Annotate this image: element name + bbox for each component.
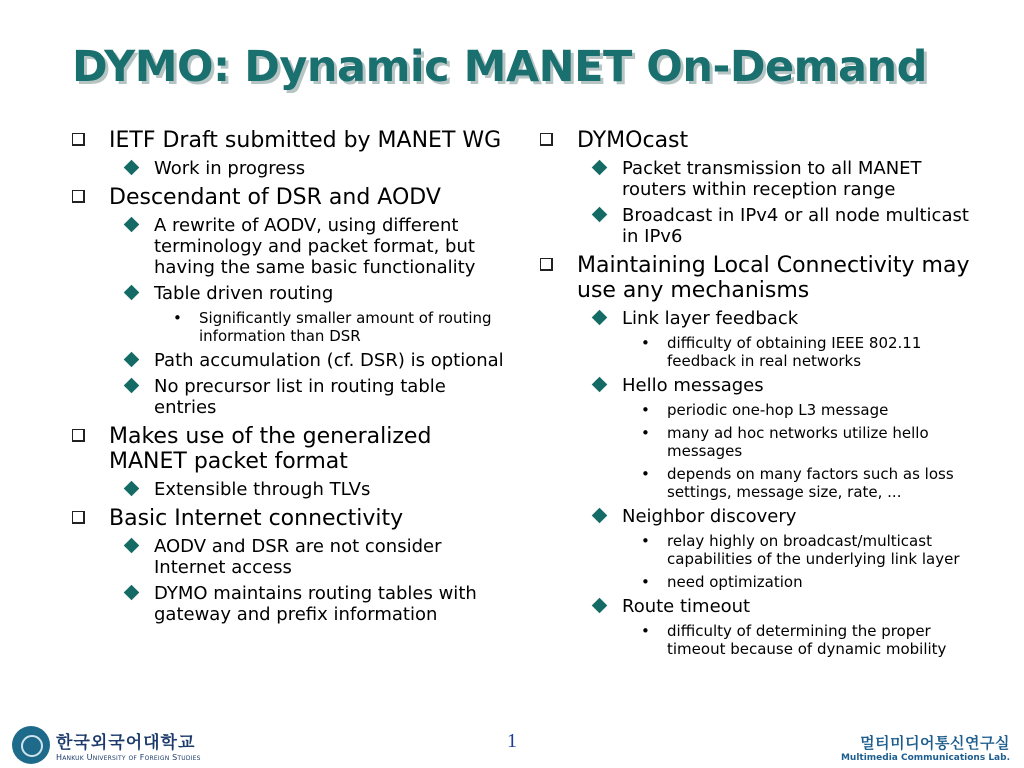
lab-name-korean: 멀티미디어통신연구실: [860, 734, 1010, 752]
bullet-text: No precursor list in routing table entries: [154, 376, 446, 418]
bullet-item-level-2: [540, 596, 980, 617]
bullet-text: DYMOcast: [577, 128, 689, 153]
bullet-text: Link layer feedback: [622, 308, 799, 329]
bullet-item-level-1: [540, 253, 980, 303]
bullet-item-level-2: [540, 375, 980, 396]
bullet-text: Packet transmission to all MANET routers within reception range: [622, 158, 922, 200]
diamond-bullet-icon: [592, 508, 608, 524]
diamond-bullet-icon: [592, 598, 608, 614]
bullet-text: Makes use of the generalized MANET packet format: [109, 424, 432, 474]
diamond-bullet-icon: [124, 160, 140, 176]
university-seal-icon: [12, 726, 50, 764]
bullet-item-level-3: [540, 401, 980, 419]
hollow-square-bullet-icon: [72, 511, 85, 524]
bullet-item-level-3: [540, 622, 980, 658]
bullet-text: Broadcast in IPv4 or all node multicast in IPv6: [622, 205, 969, 247]
dot-bullet-icon: •: [641, 573, 650, 591]
bullet-text: Neighbor discovery: [622, 506, 797, 527]
diamond-bullet-icon: [124, 217, 140, 233]
bullet-item-level-3: [540, 573, 980, 591]
bullet-text: IETF Draft submitted by MANET WG: [109, 128, 502, 153]
diamond-bullet-icon: [592, 207, 608, 223]
bullet-text: need optimization: [667, 573, 803, 591]
bullet-text: Work in progress: [154, 158, 306, 179]
university-name-english: Hankuk University of Foreign Studies: [56, 753, 201, 762]
dot-bullet-icon: •: [641, 465, 650, 483]
bullet-text: depends on many factors such as loss settings, message size, rate, ...: [667, 465, 954, 501]
right-column: [540, 128, 980, 658]
bullet-text: Maintaining Local Connectivity may use any mechanisms: [577, 253, 970, 303]
hollow-square-bullet-icon: [72, 429, 85, 442]
dot-bullet-icon: •: [641, 622, 650, 640]
bullet-item-level-2: [540, 158, 980, 200]
university-name-korean: 한국외국어대학교: [56, 733, 196, 753]
bullet-item-level-2: [72, 479, 512, 500]
bullet-item-level-3: [540, 334, 980, 370]
diamond-bullet-icon: [124, 585, 140, 601]
bullet-item-level-2: [72, 158, 512, 179]
diamond-bullet-icon: [124, 352, 140, 368]
bullet-item-level-3: [72, 309, 512, 345]
bullet-text: A rewrite of AODV, using different terminology and packet format, but having the same basic functionality: [154, 215, 476, 278]
diamond-bullet-icon: [124, 481, 140, 497]
bullet-item-level-2: [72, 215, 512, 278]
bullet-text: DYMO maintains routing tables with gateway and prefix information: [154, 583, 477, 625]
bullet-text: difficulty of determining the proper timeout because of dynamic mobility: [667, 622, 947, 658]
bullet-item-level-1: [72, 185, 512, 210]
hollow-square-bullet-icon: [540, 133, 553, 146]
diamond-bullet-icon: [124, 285, 140, 301]
dot-bullet-icon: •: [641, 532, 650, 550]
bullet-item-level-1: [72, 506, 512, 531]
bullet-text: Descendant of DSR and AODV: [109, 185, 441, 210]
bullet-item-level-3: [540, 532, 980, 568]
bullet-item-level-2: [540, 506, 980, 527]
bullet-item-level-2: [540, 308, 980, 329]
diamond-bullet-icon: [124, 538, 140, 554]
dot-bullet-icon: •: [641, 334, 650, 352]
bullet-text: AODV and DSR are not consider Internet access: [154, 536, 442, 578]
bullet-text: Path accumulation (cf. DSR) is optional: [154, 350, 504, 371]
dot-bullet-icon: •: [173, 309, 182, 327]
university-logo: [12, 726, 201, 764]
diamond-bullet-icon: [592, 377, 608, 393]
page-number: 1: [507, 730, 517, 752]
bullet-item-level-3: [540, 465, 980, 501]
left-column: [72, 128, 512, 625]
bullet-text: difficulty of obtaining IEEE 802.11 feedback in real networks: [667, 334, 922, 370]
bullet-text: Basic Internet connectivity: [109, 506, 404, 531]
bullet-item-level-2: [72, 536, 512, 578]
bullet-item-level-2: [72, 376, 512, 418]
bullet-text: Extensible through TLVs: [154, 479, 371, 500]
hollow-square-bullet-icon: [72, 133, 85, 146]
bullet-text: many ad hoc networks utilize hello messages: [667, 424, 929, 460]
bullet-text: Significantly smaller amount of routing information than DSR: [199, 309, 492, 345]
bullet-item-level-3: [540, 424, 980, 460]
diamond-bullet-icon: [592, 160, 608, 176]
bullet-text: Route timeout: [622, 596, 751, 617]
bullet-item-level-1: [72, 128, 512, 153]
bullet-item-level-2: [72, 283, 512, 304]
hollow-square-bullet-icon: [72, 190, 85, 203]
bullet-text: Table driven routing: [154, 283, 334, 304]
slide-title: DYMO: Dynamic MANET On-Demand: [72, 42, 927, 92]
bullet-item-level-2: [540, 205, 980, 247]
dot-bullet-icon: •: [641, 424, 650, 442]
hollow-square-bullet-icon: [540, 258, 553, 271]
bullet-item-level-1: [540, 128, 980, 153]
diamond-bullet-icon: [592, 310, 608, 326]
dot-bullet-icon: •: [641, 401, 650, 419]
bullet-text: periodic one-hop L3 message: [667, 401, 889, 419]
bullet-text: relay highly on broadcast/multicast capabilities of the underlying link layer: [667, 532, 960, 568]
lab-logo: [841, 732, 1010, 763]
bullet-item-level-2: [72, 583, 512, 625]
bullet-item-level-2: [72, 350, 512, 371]
diamond-bullet-icon: [124, 378, 140, 394]
lab-name-english: Multimedia Communications Lab.: [840, 753, 1010, 763]
bullet-item-level-1: [72, 424, 512, 474]
bullet-text: Hello messages: [622, 375, 764, 396]
